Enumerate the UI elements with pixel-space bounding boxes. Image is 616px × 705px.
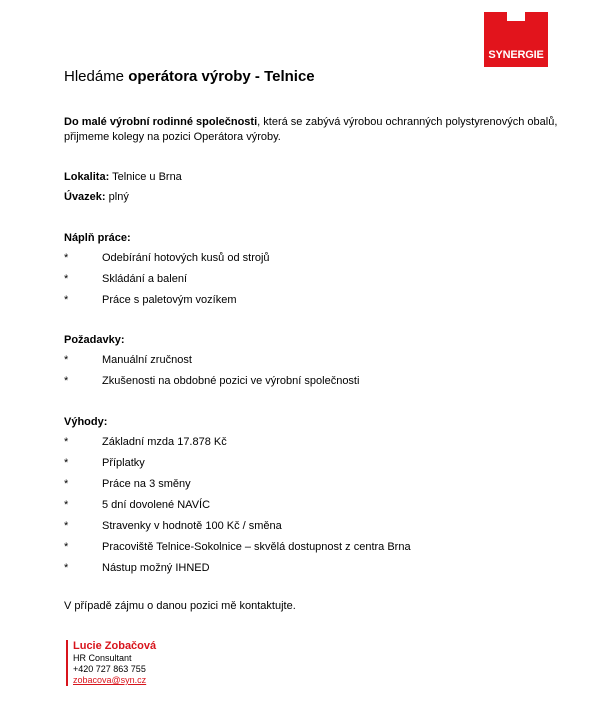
duties-heading: Náplň práce: <box>64 232 131 244</box>
workload-line <box>64 190 129 204</box>
list-item-text: 5 dní dovolené NAVÍC <box>102 499 211 511</box>
list-item-text: Práce na 3 směny <box>102 478 191 490</box>
intro-paragraph <box>64 115 557 145</box>
list-item-text: Skládání a balení <box>102 273 188 285</box>
benefits-heading: Výhody: <box>64 416 108 428</box>
list-item-text: Pracoviště Telnice-Sokolnice – skvělá dostupnost z centra Brna <box>102 541 411 553</box>
intro-line-2: přijmeme kolegy na pozici Operátora výroby. <box>64 131 281 143</box>
contact-role: HR Consultant <box>73 653 132 663</box>
bullet: * <box>64 375 69 387</box>
logo-text: SYNERGIE <box>488 49 544 61</box>
list-item-text: Práce s paletovým vozíkem <box>102 294 237 306</box>
list-item-text: Základní mzda 17.878 Kč <box>102 436 227 448</box>
workload-value: plný <box>105 191 129 203</box>
list-item-text: Příplatky <box>102 457 145 469</box>
intro-bold: Do malé výrobní rodinné společnosti <box>64 116 258 128</box>
contact-signature <box>66 640 156 686</box>
bullet: * <box>64 294 69 306</box>
workload-label: Úvazek: <box>64 191 106 203</box>
list-item-text: Manuální zručnost <box>102 354 192 366</box>
requirements-heading: Požadavky: <box>64 334 125 346</box>
location-line <box>64 170 182 184</box>
bullet: * <box>64 273 69 285</box>
location-label: Lokalita: <box>64 171 110 183</box>
location-value: Telnice u Brna <box>109 171 182 183</box>
list-item-text: Nástup možný IHNED <box>102 562 210 574</box>
bullet: * <box>64 252 69 264</box>
bullet: * <box>64 354 69 366</box>
list-item-text: Odebírání hotových kusů od strojů <box>102 252 270 264</box>
synergie-logo <box>484 12 548 67</box>
bullet: * <box>64 478 69 490</box>
page-title <box>64 68 315 86</box>
closing-text: V případě zájmu o danou pozici mě kontaktujte. <box>64 600 296 612</box>
bullet: * <box>64 499 69 511</box>
intro-line-1 <box>64 115 557 130</box>
bullet: * <box>64 562 69 574</box>
bullet: * <box>64 541 69 553</box>
list-item-text: Stravenky v hodnotě 100 Kč / směna <box>102 520 282 532</box>
contact-phone: +420 727 863 755 <box>73 664 146 674</box>
bullet: * <box>64 520 69 532</box>
title-prefix: Hledáme <box>64 68 129 85</box>
bullet: * <box>64 436 69 448</box>
title-bold: operátora výroby - Telnice <box>128 68 315 85</box>
bullet: * <box>64 457 69 469</box>
list-item-text: Zkušenosti na obdobné pozici ve výrobní společnosti <box>102 375 360 387</box>
contact-email-link[interactable]: zobacova@syn.cz <box>73 675 147 685</box>
contact-name: Lucie Zobačová <box>73 640 157 652</box>
intro-rest: , která se zabývá výrobou ochranných polystyrenových obalů, <box>257 116 558 128</box>
